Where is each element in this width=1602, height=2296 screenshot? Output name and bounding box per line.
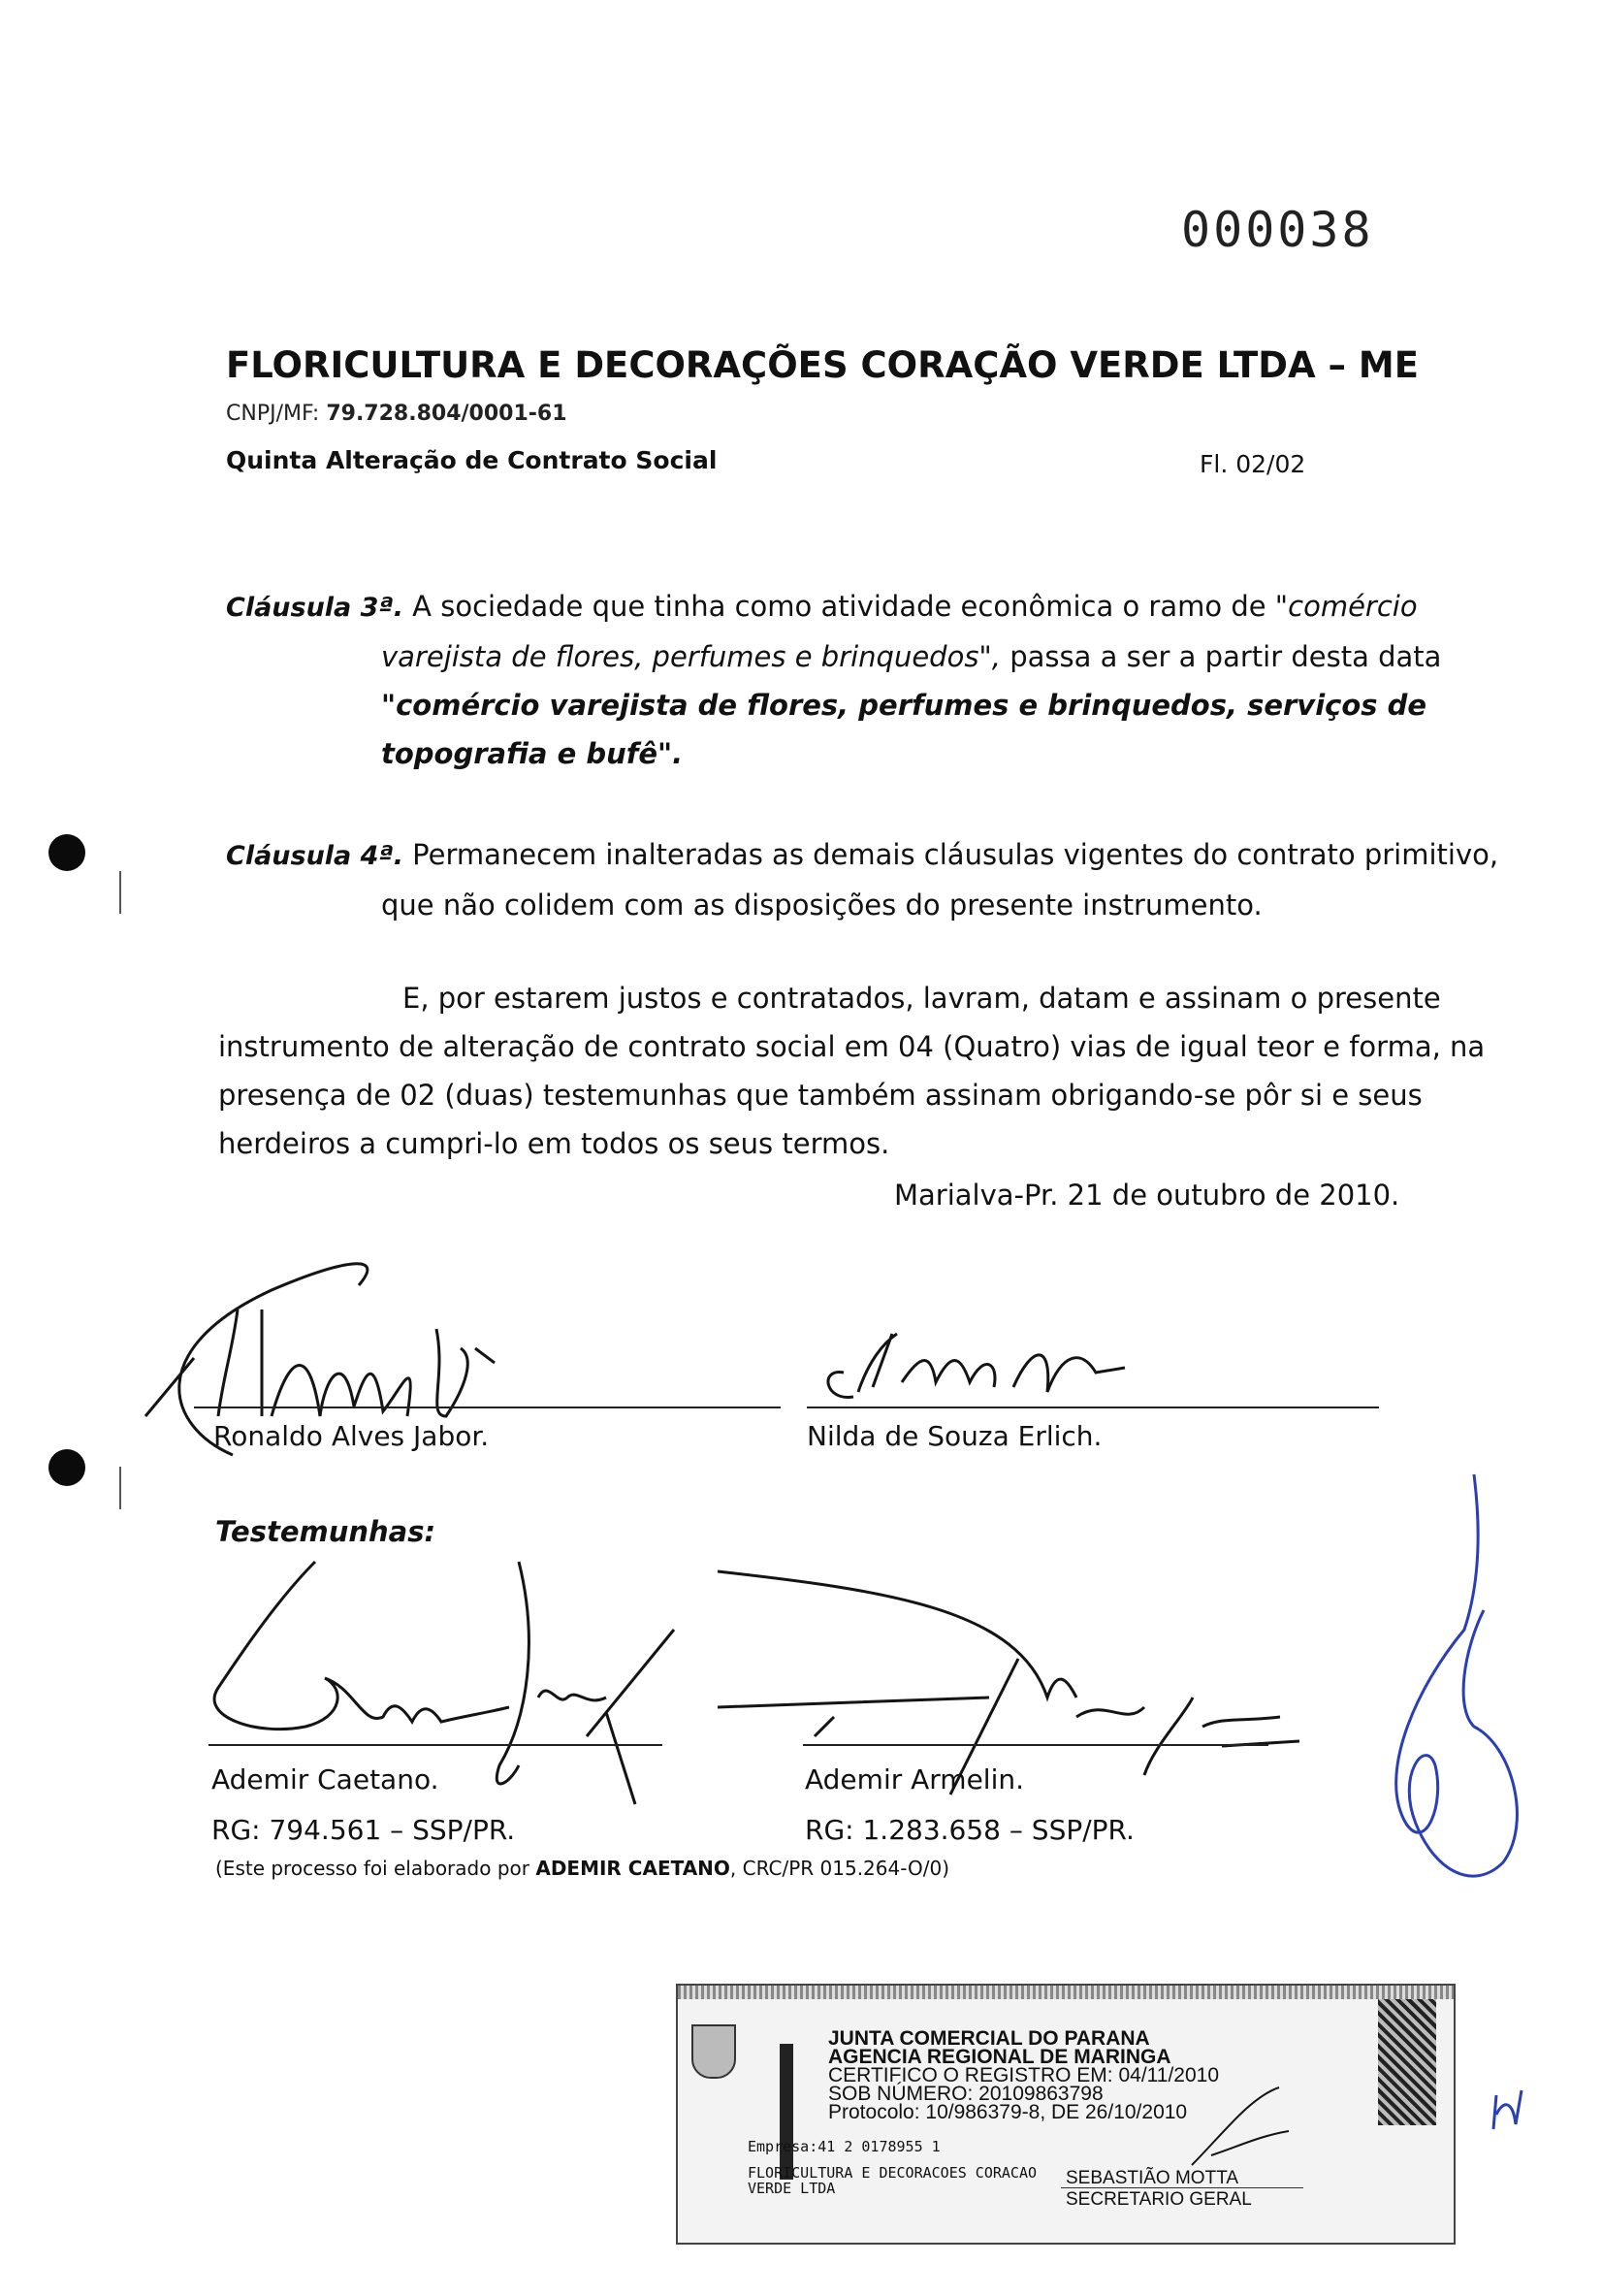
clause-4-label: Cláusula 4ª. [226, 841, 403, 871]
signatory-name-1: Ronaldo Alves Jabor. [213, 1420, 490, 1452]
clause-3-quote-start: "comércio [1274, 590, 1418, 623]
witnesses-label: Testemunhas: [215, 1515, 436, 1548]
clause-3-text: A sociedade que tinha como atividade econômica o ramo de [412, 590, 1275, 623]
closing-line-1: E, por estarem justos e contratados, lavram, datam e assinam o presente [402, 982, 1441, 1015]
signature-line-1 [194, 1407, 781, 1408]
cnpj-value: 79.728.804/0001-61 [326, 402, 567, 426]
clause-3-new-activity-end: topografia e bufê". [381, 737, 684, 770]
stamp-company-2: VERDE LTDA [748, 2180, 836, 2197]
stamp-line-4: SOB NÚMERO: 20109863798 [828, 2083, 1104, 2105]
stamp-pattern-top [678, 1986, 1454, 1999]
stamp-signature-line [1061, 2187, 1303, 2188]
closing-line-3: presença de 02 (duas) testemunhas que também assinam obrigando-se pôr si e seus [218, 1079, 1423, 1112]
stamp-signer-title: SECRETARIO GERAL [1066, 2189, 1252, 2210]
folio-number: Fl. 02/02 [1200, 450, 1306, 478]
clause-3-line-2 [226, 632, 1442, 681]
closing-line-2: instrumento de alteração de contrato social em 04 (Quatro) vias de igual teor e forma, na [218, 1030, 1486, 1063]
witness-rg-2: RG: 1.283.658 – SSP/PR. [805, 1814, 1135, 1846]
clause-3-text-2: passa a ser a partir desta data [1001, 640, 1442, 673]
date-line: Marialva-Pr. 21 de outubro de 2010. [894, 1179, 1400, 1212]
clause-3-old-activity: varejista de flores, perfumes e brinquedos", [381, 640, 1001, 673]
signature-witness-armelin [698, 1552, 1299, 1795]
clause-4-text: Permanecem inalteradas as demais cláusulas vigentes do contrato primitivo, [412, 838, 1499, 871]
cnpj-line [226, 402, 567, 426]
clause-3-label: Cláusula 3ª. [226, 593, 403, 623]
page-number: 000038 [1181, 202, 1374, 258]
clause-3 [226, 582, 1442, 778]
witness-line-2 [803, 1744, 1268, 1746]
note-author: ADEMIR CAETANO [535, 1857, 730, 1880]
witness-name-1: Ademir Caetano. [211, 1763, 439, 1795]
stamp-signer: SEBASTIÃO MOTTA [1066, 2168, 1239, 2188]
clause-3-new-activity: "comércio varejista de flores, perfumes e brinquedos, serviços de [381, 689, 1427, 722]
punch-hole-bottom [48, 1449, 85, 1486]
signature-nilda [815, 1314, 1144, 1407]
coat-of-arms-icon [691, 2024, 736, 2079]
witness-rg-1: RG: 794.561 – SSP/PR. [211, 1814, 516, 1846]
note-prefix: (Este processo foi elaborado por [215, 1857, 536, 1880]
registry-stamp [676, 1984, 1456, 2245]
clause-3-line-1 [226, 582, 1418, 632]
hole-mark-top [119, 871, 121, 914]
stamp-emblem-right [1378, 1999, 1436, 2125]
witness-line-1 [208, 1744, 662, 1746]
document-title: Quinta Alteração de Contrato Social [226, 446, 718, 474]
signatory-name-2: Nilda de Souza Erlich. [807, 1420, 1103, 1452]
closing-paragraph [218, 974, 1486, 1168]
stamp-line-1: JUNTA COMERCIAL DO PARANA [828, 2027, 1150, 2050]
stamp-company-1: FLORICULTURA E DECORACOES CORACAO [748, 2164, 1038, 2182]
signature-line-2 [807, 1407, 1379, 1408]
stamp-line-2: AGENCIA REGIONAL DE MARINGA [828, 2046, 1171, 2068]
corner-initial [1489, 2086, 1527, 2134]
note-suffix: , CRC/PR 015.264-O/0) [729, 1857, 950, 1880]
punch-hole-top [48, 834, 85, 871]
stamp-signature [1182, 2078, 1298, 2175]
prepared-by-note [215, 1857, 949, 1880]
initial-blue-pen [1358, 1455, 1532, 1921]
cnpj-label: CNPJ/MF: [226, 402, 320, 426]
clause-4 [226, 830, 1499, 929]
clause-4-line-1 [226, 830, 1499, 881]
stamp-line-3: CERTIFICO O REGISTRO EM: 04/11/2010 [828, 2064, 1220, 2086]
stamp-line-5: Protocolo: 10/986379-8, DE 26/10/2010 [828, 2101, 1188, 2123]
clause-4-line-2: que não colidem com as disposições do presente instrumento. [381, 889, 1263, 922]
company-name: FLORICULTURA E DECORAÇÕES CORAÇÃO VERDE LTDA – ME [226, 344, 1419, 386]
hole-mark-bottom [119, 1467, 121, 1509]
stamp-empresa: Empresa:41 2 0178955 1 [748, 2138, 941, 2155]
closing-line-4: herdeiros a cumpri-lo em todos os seus termos. [218, 1127, 890, 1160]
stamp-bar [780, 2044, 793, 2180]
witness-name-2: Ademir Armelin. [805, 1763, 1025, 1795]
